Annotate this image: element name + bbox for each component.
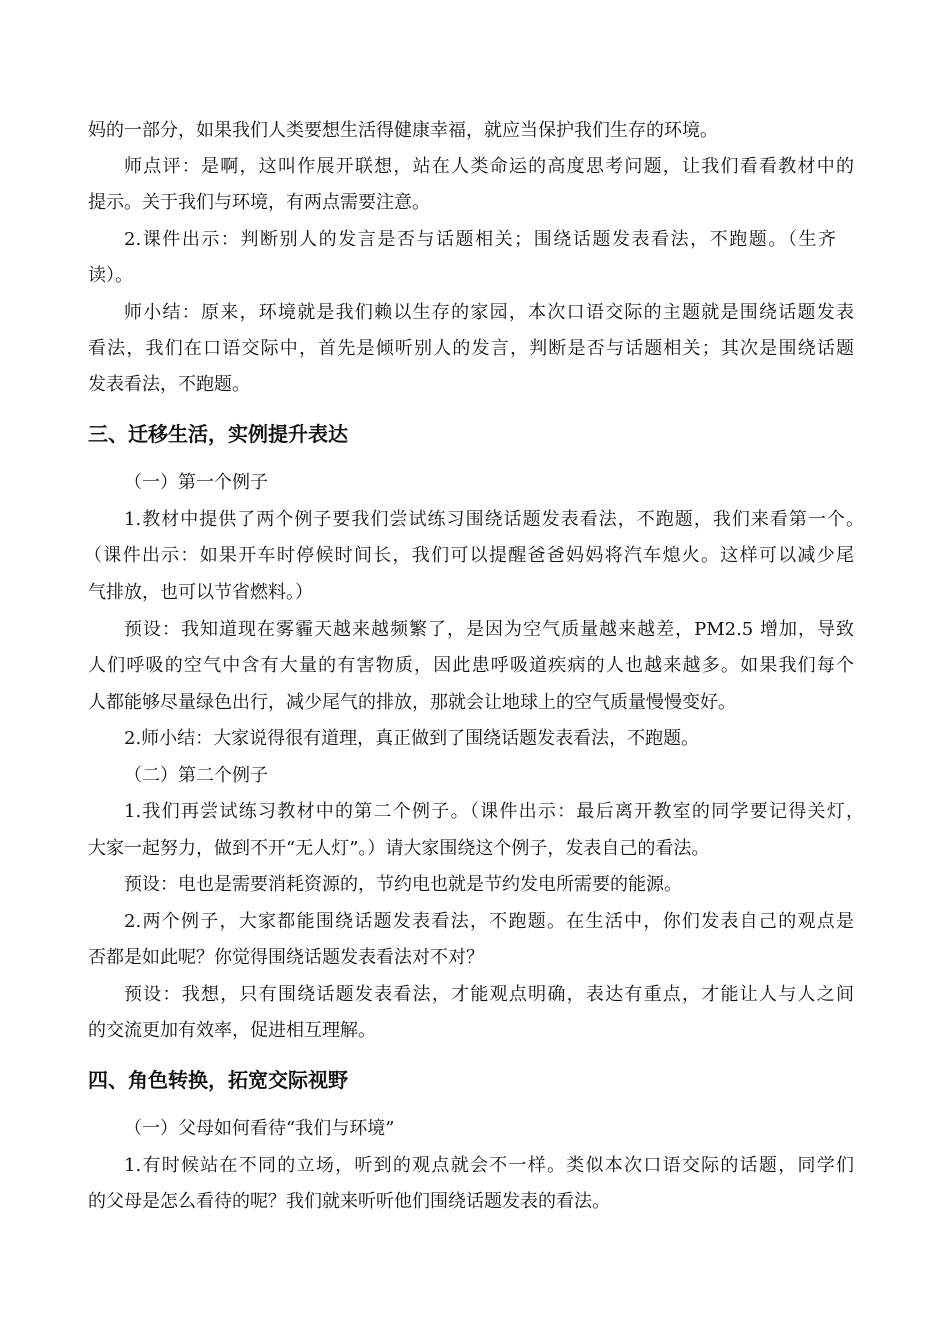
paragraph-line: 大家一起努力，做到不开“无人灯”。）请大家围绕这个例子，发表自己的看法。	[88, 838, 710, 859]
paragraph-line: 发表看法，不跑题。	[88, 374, 250, 395]
paragraph-line: 师点评：是啊，这叫作展开联想，站在人类命运的高度思考问题，让我们看看教材中的	[124, 156, 854, 177]
paragraph-line: 1.我们再尝试练习教材中的第二个例子。（课件出示：最后离开教室的同学要记得关灯，	[124, 801, 864, 822]
paragraph-line: 2.师小结：大家说得很有道理，真正做到了围绕话题发表看法，不跑题。	[124, 728, 700, 749]
section-heading: 四、角色转换，拓宽交际视野	[88, 1068, 348, 1092]
paragraph-line: 气排放，也可以节省燃料。）	[88, 582, 313, 603]
paragraph-line: 师小结：原来，环境就是我们赖以生存的家园，本次口语交际的主题就是围绕话题发表	[124, 302, 854, 323]
subsection-title: （一）父母如何看待“我们与环境”	[124, 1118, 395, 1139]
paragraph-line: 预设：电也是需要消耗资源的，节约电也就是节约发电所需要的能源。	[124, 874, 682, 895]
paragraph-line: 预设：我想，只有围绕话题发表看法，才能观点明确，表达有重点，才能让人与人之间	[124, 984, 854, 1005]
paragraph-line: 1.有时候站在不同的立场，听到的观点就会不一样。类似本次口语交际的话题，同学们	[124, 1155, 854, 1176]
subsection-title: （二）第二个例子	[124, 765, 268, 786]
paragraph-line: 提示。关于我们与环境，有两点需要注意。	[88, 192, 430, 213]
paragraph-line: 的父母是怎么看待的呢？我们就来听听他们围绕话题发表的看法。	[88, 1191, 610, 1212]
paragraph-line: 妈的一部分，如果我们人类要想生活得健康幸福，就应当保护我们生存的环境。	[88, 120, 718, 141]
paragraph-line: （课件出示：如果开车时停候时间长，我们可以提醒爸爸妈妈将汽车熄火。这样可以减少尾	[84, 545, 854, 566]
paragraph-line: 人们呼吸的空气中含有大量的有害物质，因此患呼吸道疾病的人也越来越多。如果我们每个	[88, 655, 854, 676]
subsection-title: （一）第一个例子	[124, 472, 268, 493]
paragraph-line: 的交流更加有效率，促进相互理解。	[88, 1020, 376, 1041]
paragraph-line: 1.教材中提供了两个例子要我们尝试练习围绕话题发表看法，不跑题，我们来看第一个。	[124, 509, 864, 530]
paragraph-line: 预设：我知道现在雾霾天越来越频繁了，是因为空气质量越来越差，PM2.5 增加，导致	[124, 619, 854, 640]
paragraph-line: 读）。	[88, 265, 133, 286]
paragraph-line: 看法，我们在口语交际中，首先是倾听别人的发言，判断是否与话题相关；其次是围绕话题	[88, 338, 854, 359]
paragraph-line: 人都能够尽量绿色出行，减少尾气的排放，那就会让地球上的空气质量慢慢变好。	[88, 692, 736, 713]
paragraph-line: 2.课件出示：判断别人的发言是否与话题相关；围绕话题发表看法，不跑题。（生齐	[124, 229, 836, 250]
section-heading: 三、迁移生活，实例提升表达	[88, 422, 348, 446]
paragraph-line: 2.两个例子，大家都能围绕话题发表看法，不跑题。在生活中，你们发表自己的观点是	[124, 911, 854, 932]
paragraph-line: 否都是如此呢？你觉得围绕话题发表看法对不对？	[88, 947, 484, 968]
